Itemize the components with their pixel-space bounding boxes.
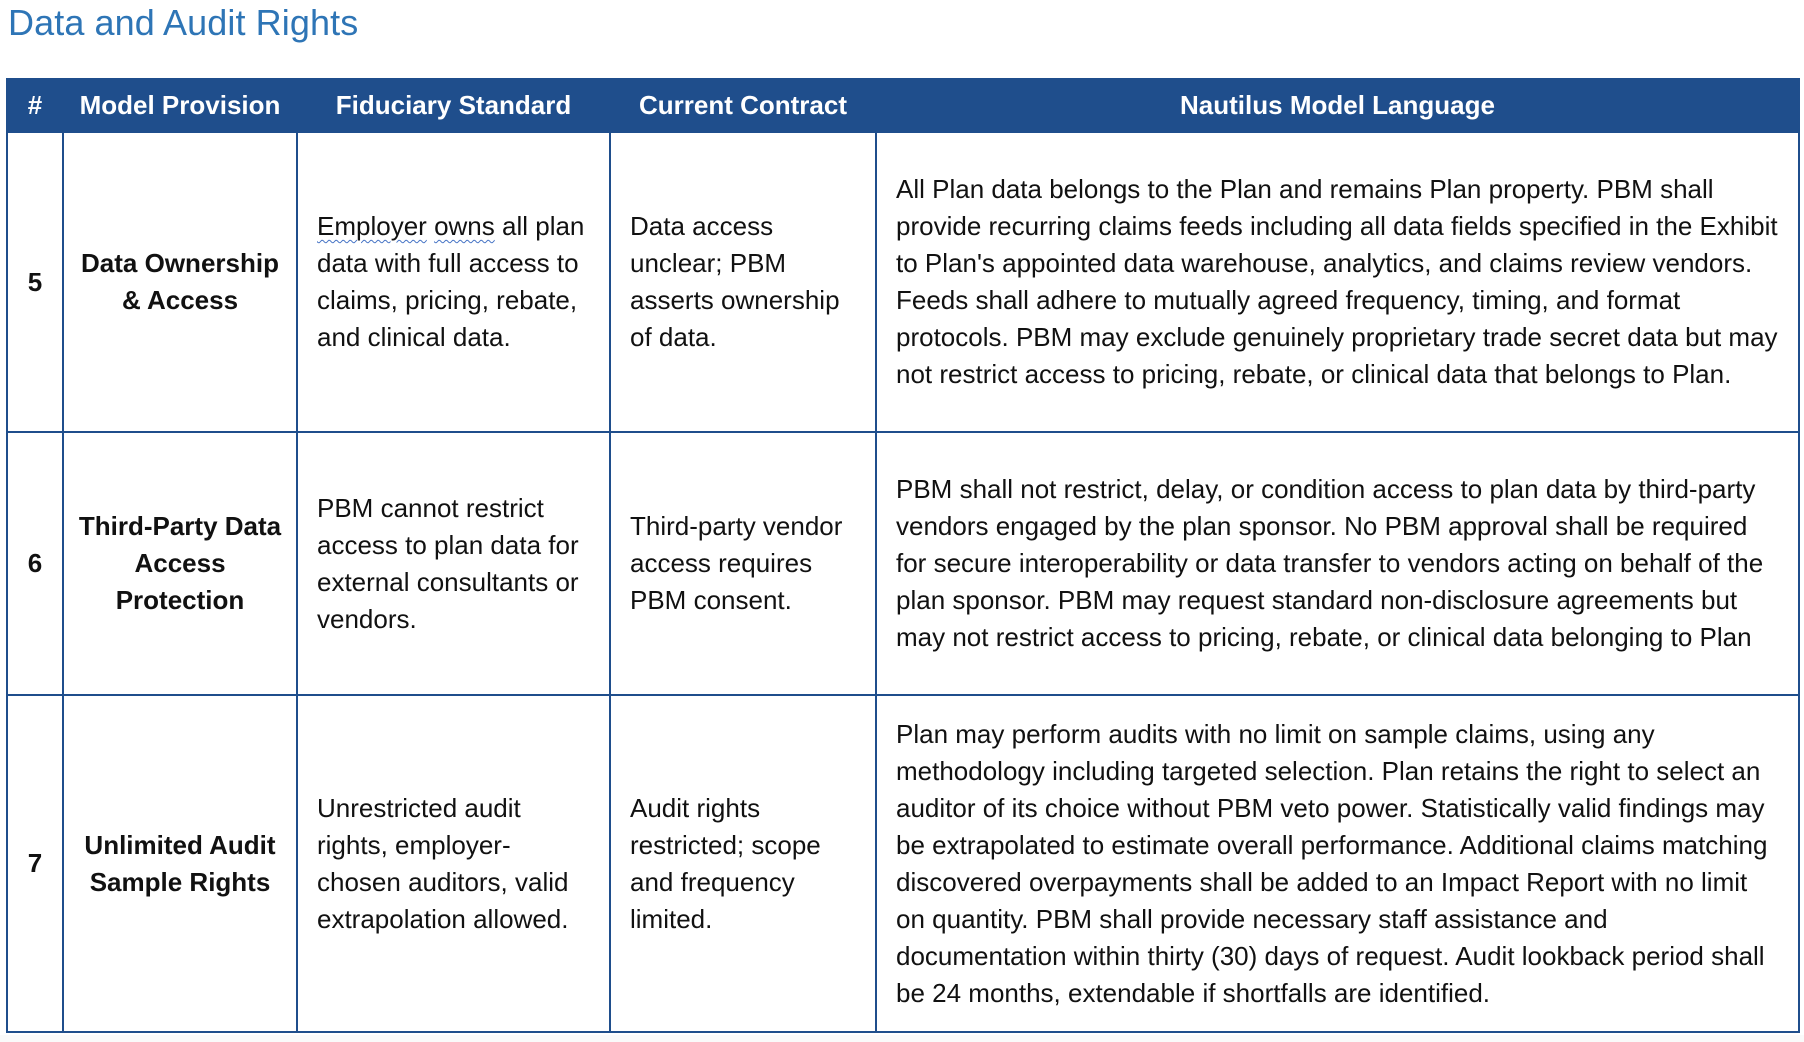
spellcheck-word: Employer bbox=[317, 211, 427, 241]
row-number: 7 bbox=[7, 695, 63, 1032]
current-contract-cell: Third-party vendor access requires PBM consent. bbox=[610, 432, 876, 695]
header-current-contract: Current Contract bbox=[610, 79, 876, 132]
row-number: 6 bbox=[7, 432, 63, 695]
row-number: 5 bbox=[7, 132, 63, 432]
table-row bbox=[7, 432, 1799, 695]
provisions-table bbox=[6, 78, 1800, 1033]
fiduciary-text: all plan data with full access to claims, pricing, rebate, and clinical data. bbox=[317, 211, 585, 352]
header-model-language: Nautilus Model Language bbox=[876, 79, 1799, 132]
model-language-cell: PBM shall not restrict, delay, or condition access to plan data by third-party vendors engaged by the plan sponsor. No PBM approval shall be required for secure interoperability or data transfer to vendors acting on behalf of the plan sponsor. PBM may request standard non-disclosure agreements but may not restrict access to pricing, rebate, or clinical data belonging to Plan bbox=[876, 432, 1799, 695]
model-language-cell: All Plan data belongs to the Plan and remains Plan property. PBM shall provide recurring claims feeds including all data fields specified in the Exhibit to Plan's appointed data warehouse, analytics, and claims review vendors. Feeds shall adhere to mutually agreed frequency, timing, and format protocols. PBM may exclude genuinely proprietary trade secret data but may not restrict access to pricing, rebate, or clinical data that belongs to Plan. bbox=[876, 132, 1799, 432]
fiduciary-standard-cell bbox=[297, 132, 610, 432]
table-row bbox=[7, 132, 1799, 432]
section-title: Data and Audit Rights bbox=[8, 2, 359, 43]
model-language-cell: Plan may perform audits with no limit on sample claims, using any methodology including targeted selection. Plan retains the right to select an auditor of its choice without PBM veto power. Statistically valid findings may be extrapolated to estimate overall performance. Additional claims matching discovered overpayments shall be added to an Impact Report with no limit on quantity. PBM shall provide necessary staff assistance and documentation within thirty (30) days of request. Audit lookback period shall be 24 months, extendable if shortfalls are identified. bbox=[876, 695, 1799, 1032]
model-provision-cell: Data Ownership & Access bbox=[63, 132, 297, 432]
model-provision-cell: Third-Party Data Access Protection bbox=[63, 432, 297, 695]
header-model-provision: Model Provision bbox=[63, 79, 297, 132]
table-row bbox=[7, 695, 1799, 1032]
header-fiduciary-standard: Fiduciary Standard bbox=[297, 79, 610, 132]
fiduciary-standard-cell: PBM cannot restrict access to plan data for external consultants or vendors. bbox=[297, 432, 610, 695]
table-header bbox=[7, 79, 1799, 132]
current-contract-cell: Data access unclear; PBM asserts ownership of data. bbox=[610, 132, 876, 432]
header-row bbox=[7, 79, 1799, 132]
fiduciary-standard-cell: Unrestricted audit rights, employer-chosen auditors, valid extrapolation allowed. bbox=[297, 695, 610, 1032]
table-body bbox=[7, 132, 1799, 1032]
spellcheck-word: owns bbox=[434, 211, 495, 241]
header-number: # bbox=[7, 79, 63, 132]
current-contract-cell: Audit rights restricted; scope and frequency limited. bbox=[610, 695, 876, 1032]
model-provision-cell: Unlimited Audit Sample Rights bbox=[63, 695, 297, 1032]
